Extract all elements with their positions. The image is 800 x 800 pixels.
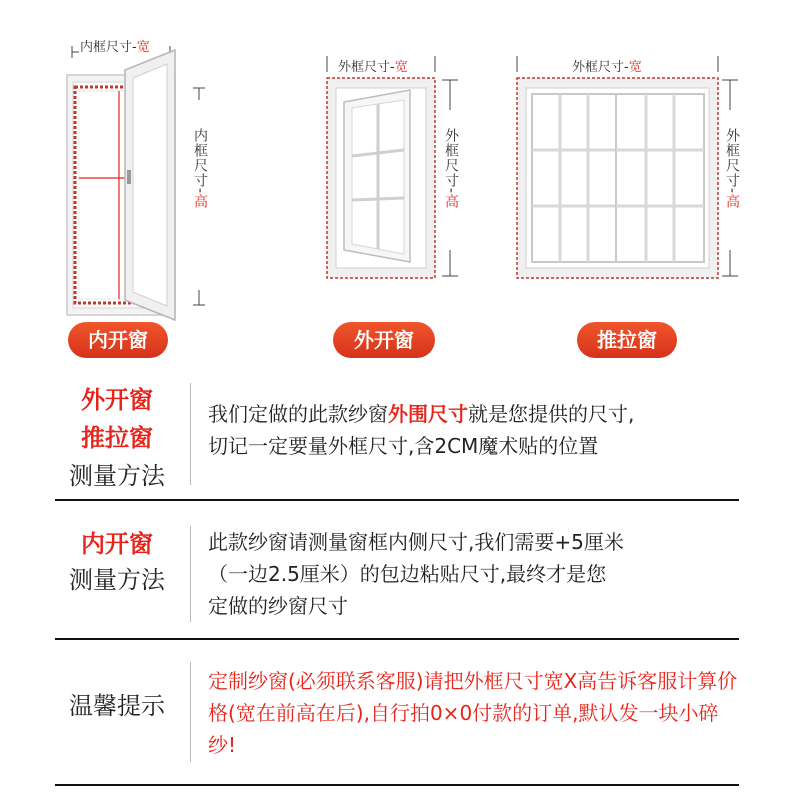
badge-outward: 外开窗 [333,322,435,358]
inner-method-line1: 此款纱窗请测量窗框内侧尺寸,我们需要+5厘米 [208,530,624,554]
outward-width-suffix: 宽 [394,60,408,75]
outward-width-text: 外框尺寸- [338,60,395,75]
outer-method-line1 [208,398,748,430]
outward-height-label [441,128,461,209]
sliding-window-illustration [508,50,748,290]
tip-title: 温馨提示 [69,692,165,720]
outer-method-line2: 切记一定要量外框尺寸,含2CM魔术贴的位置 [208,434,599,458]
divider-3 [55,784,739,786]
inner-method-subtitle: 测量方法 [69,566,165,594]
outer-method-divider [190,383,191,485]
outer-method-description [208,398,748,462]
tip-text: 定制纱窗(必须联系客服)请把外框尺寸宽X高告诉客服计算价格(宽在前高在后),自行拍0×0付款的订单,默认发一块小碎纱! [208,669,738,757]
outer-method-subtitle: 测量方法 [69,462,165,490]
sliding-height-suffix: 高 [724,194,740,210]
inner-method-title: 内开窗 [81,530,153,558]
badge-inward: 内开窗 [68,322,168,358]
sliding-height-text: 外框尺寸- [724,128,740,195]
sliding-left-sash [532,94,618,262]
inward-height-label [190,128,210,209]
outer-line1-pre: 我们定做的此款纱窗 [208,402,388,426]
sliding-width-text: 外框尺寸- [572,60,629,75]
inward-width-suffix: 宽 [136,40,150,55]
inner-method-line3: 定做的纱窗尺寸 [208,594,348,618]
sliding-width-suffix: 宽 [628,60,642,75]
inner-method-description [208,526,748,622]
inward-height-suffix: 高 [192,194,208,210]
outer-line1-post: 就是您提供的尺寸, [468,402,635,426]
sliding-right-sash [616,94,704,262]
inner-method-line2: （一边2.5厘米）的包边粘贴尺寸,最终才是您 [208,562,607,586]
inner-method-divider [190,526,191,622]
inward-height-text: 内框尺寸- [192,128,208,195]
badge-sliding: 推拉窗 [577,322,677,358]
divider-2 [55,638,739,640]
outer-line1-highlight: 外围尺寸 [388,402,468,426]
outer-method-title-1: 外开窗 [81,386,153,414]
divider-1 [55,499,739,501]
outward-height-suffix: 高 [443,194,459,210]
sliding-height-label [722,128,742,209]
inward-width-text: 内框尺寸- [80,40,137,55]
outer-method-title-2: 推拉窗 [81,424,153,452]
tip-divider [190,662,191,762]
outward-height-text: 外框尺寸- [443,128,459,195]
